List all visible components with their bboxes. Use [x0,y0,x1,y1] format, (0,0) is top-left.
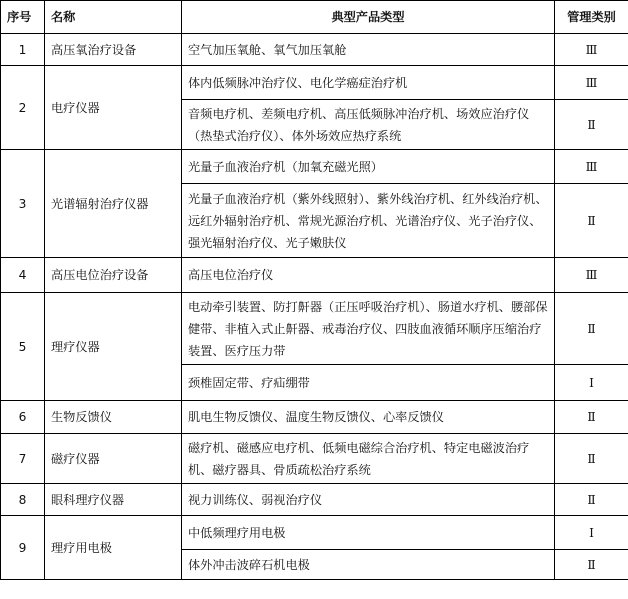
row-class: Ⅲ [555,66,628,100]
table-row [1,484,628,516]
row-types: 高压电位治疗仪 [182,258,555,293]
row-name: 眼科理疗仪器 [45,484,182,516]
row-number: 9 [1,516,45,580]
row-types: 光量子血液治疗机（紫外线照射）、紫外线治疗机、红外线治疗机、远红外辐射治疗机、常规光源治疗机、光谱治疗仪、光子治疗仪、强光辐射治疗仪、光子嫩肤仪 [182,184,555,258]
header-types: 典型产品类型 [182,1,555,34]
row-types: 视力训练仪、弱视治疗仪 [182,484,555,516]
row-number: 2 [1,66,45,150]
row-name: 电疗仪器 [45,66,182,150]
row-types: 电动牵引装置、防打鼾器（正压呼吸治疗机）、肠道水疗机、腰部保健带、非植入式止鼾器、戒毒治疗仪、四肢血液循环顺序压缩治疗装置、医疗压力带 [182,293,555,365]
header-name: 名称 [45,1,182,34]
table-row [1,66,628,100]
row-types: 空气加压氧舱、氧气加压氧舱 [182,34,555,66]
table-row [1,34,628,66]
row-name: 高压电位治疗设备 [45,258,182,293]
row-class: Ⅱ [555,184,628,258]
row-types: 音频电疗机、差频电疗机、高压低频脉冲治疗机、场效应治疗仪（热垫式治疗仪）、体外场效应热疗系统 [182,100,555,150]
row-class: Ⅲ [555,150,628,184]
row-class: Ⅱ [555,293,628,365]
row-types: 光量子血液治疗机（加氧充磁光照） [182,150,555,184]
row-number: 1 [1,34,45,66]
table-row [1,293,628,365]
row-number: 3 [1,150,45,258]
header-no: 序号 [1,1,45,34]
row-types: 磁疗机、磁感应电疗机、低频电磁综合治疗机、特定电磁波治疗机、磁疗器具、骨质疏松治疗系统 [182,434,555,484]
table-row [1,401,628,434]
row-types: 体外冲击波碎石机电极 [182,550,555,580]
row-types: 肌电生物反馈仪、温度生物反馈仪、心率反馈仪 [182,401,555,434]
header-row [1,1,628,34]
row-name: 磁疗仪器 [45,434,182,484]
row-types: 颈椎固定带、疗疝绷带 [182,365,555,401]
row-class: Ⅱ [555,100,628,150]
row-types: 体内低频脉冲治疗仪、电化学癌症治疗机 [182,66,555,100]
row-name: 生物反馈仪 [45,401,182,434]
table-row [1,258,628,293]
row-name: 理疗用电极 [45,516,182,580]
row-name: 光谱辐射治疗仪器 [45,150,182,258]
row-class: Ⅲ [555,34,628,66]
table-row [1,150,628,184]
row-class: Ⅲ [555,258,628,293]
table-row [1,516,628,550]
header-class: 管理类别 [555,1,628,34]
row-class: Ⅱ [555,434,628,484]
row-number: 8 [1,484,45,516]
row-number: 5 [1,293,45,401]
row-number: 7 [1,434,45,484]
row-number: 6 [1,401,45,434]
row-class: Ⅰ [555,365,628,401]
row-class: Ⅰ [555,516,628,550]
row-class: Ⅱ [555,484,628,516]
row-name: 理疗仪器 [45,293,182,401]
row-number: 4 [1,258,45,293]
row-class: Ⅱ [555,401,628,434]
row-types: 中低频理疗用电极 [182,516,555,550]
table-row [1,434,628,484]
row-name: 高压氧治疗设备 [45,34,182,66]
row-class: Ⅱ [555,550,628,580]
